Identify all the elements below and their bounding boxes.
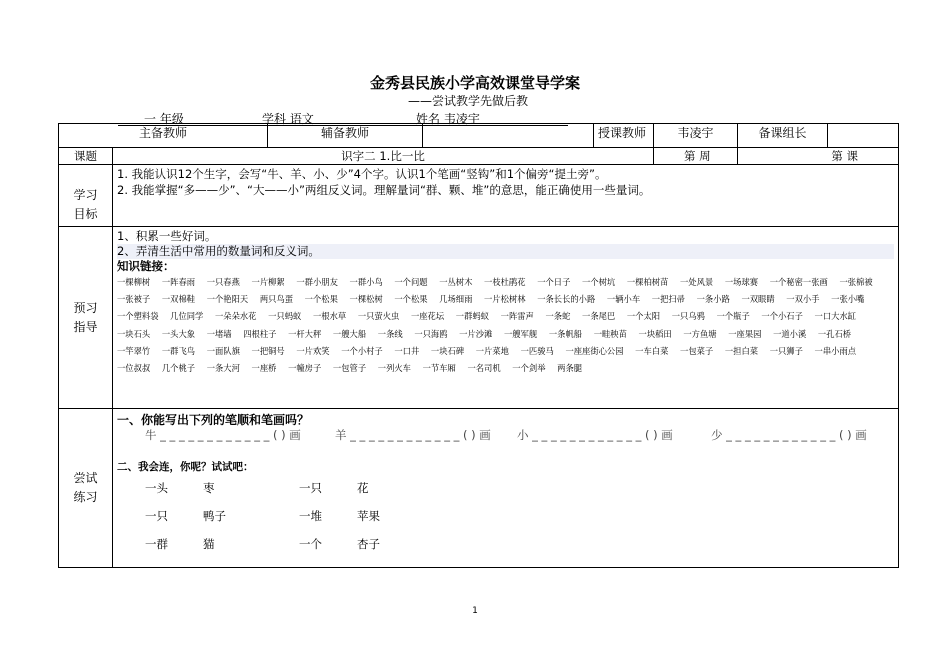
word-item: 一个瓶子: [716, 311, 750, 322]
word-item: 一块稻田: [638, 328, 672, 339]
group-leader-label: 备课组长: [738, 124, 828, 148]
word-item: 一只狮子: [769, 345, 803, 356]
word-item: 一艘大船: [332, 328, 367, 339]
word-item: 一杆大秤: [288, 328, 322, 339]
word-item: 一头大象: [161, 328, 196, 339]
practice-content: [113, 409, 899, 568]
word-item: 一座花坛: [410, 311, 445, 322]
word-item: 一个问题: [394, 277, 428, 287]
word-item: 一个秘密一张画: [769, 277, 828, 287]
word-item: 一节车厢: [422, 363, 456, 374]
word-item: 一处风景: [680, 277, 714, 287]
word-list: [117, 274, 894, 377]
word-item: 一个松果: [304, 294, 338, 305]
page-title: 金秀县民族小学高效课堂导学案: [369, 74, 580, 92]
topic-row: [59, 148, 899, 165]
word-item: 一只蚂蚁: [268, 311, 302, 322]
word-item: 一个小村子: [341, 345, 383, 356]
preview-item: 1、积累一些好词。: [117, 229, 217, 243]
word-item: 一条帆船: [548, 328, 583, 339]
match-item[interactable]: 枣: [203, 481, 215, 495]
goals-content: [113, 165, 899, 227]
word-item: 一条小路: [696, 294, 730, 305]
word-item: 一条线: [377, 328, 403, 339]
goals-label-text: 学习 目标: [73, 188, 98, 221]
word-item: 一个太阳: [626, 311, 661, 322]
word-item: 一个树坑: [582, 277, 616, 287]
match-item[interactable]: 花: [357, 481, 369, 495]
question-2: 二、我会连，你呢？试试吧：: [117, 461, 254, 473]
word-item: 一棵柏树苗: [626, 277, 669, 287]
word-item: 一双眼睛: [741, 294, 775, 305]
word-item: 一畦秧苗: [593, 328, 627, 339]
group-leader-value: [828, 124, 899, 148]
subject-label: 学科 语文: [262, 112, 314, 126]
match-item[interactable]: 一群: [145, 537, 168, 551]
word-item: 一个塑料袋: [117, 311, 159, 322]
match-item[interactable]: 杏子: [357, 537, 380, 551]
word-item: 一位叔叔: [117, 363, 151, 374]
word-item: 一块石头: [117, 328, 151, 339]
word-item: 一担白菜: [724, 345, 759, 356]
word-item: 一群小朋友: [296, 277, 338, 287]
word-item: 一艘军舰: [504, 328, 538, 339]
word-item: 两条腿: [557, 363, 583, 374]
word-item: 一片欢笑: [296, 345, 330, 356]
topic-label: 课题: [59, 148, 113, 165]
word-item: 一片柳絮: [251, 277, 285, 287]
word-item: 一根水草: [312, 311, 347, 322]
topic-value: 识字二 1.比一比: [113, 148, 654, 165]
word-item: 一堵墙: [206, 328, 232, 339]
word-item: 一棵松树: [349, 294, 383, 305]
word-item: 一片松树林: [484, 294, 526, 305]
word-item: 一片菜地: [475, 345, 509, 356]
stroke-exercise: [145, 428, 894, 446]
main-teacher-label: 主备教师: [59, 124, 268, 148]
word-item: 一个小石子: [761, 311, 803, 322]
word-item: 一把铜号: [251, 345, 285, 356]
word-item: 一条尾巴: [582, 311, 616, 322]
lecturer-value: 韦凌宇: [654, 124, 738, 148]
match-row: [117, 481, 894, 509]
stroke-item: 少 _ _ _ _ _ _ _ _ _ _ _ _ ( ) 画: [711, 428, 867, 442]
stroke-item: 小 _ _ _ _ _ _ _ _ _ _ _ _ ( ) 画: [517, 428, 673, 442]
word-item: 一块石碑: [430, 345, 465, 356]
match-row: [117, 509, 894, 537]
word-item: 一阵雷声: [500, 311, 534, 322]
word-item: 一枝杜鹃花: [484, 277, 526, 287]
word-item: 一丛树木: [439, 277, 473, 287]
word-item: 一串小雨点: [814, 345, 857, 356]
word-item: 一口井: [394, 345, 420, 356]
word-item: 一个艳阳天: [206, 294, 249, 305]
goals-row: [59, 165, 899, 227]
stroke-item: 羊 _ _ _ _ _ _ _ _ _ _ _ _ ( ) 画: [335, 428, 491, 442]
word-item: 一场球赛: [724, 277, 759, 287]
word-item: 一道小溪: [773, 328, 807, 339]
knowledge-title: 知识链接：: [117, 259, 175, 273]
assist-teacher-value: [423, 124, 594, 148]
stroke-item: 牛 _ _ _ _ _ _ _ _ _ _ _ _ ( ) 画: [145, 428, 301, 442]
student-name-label: 姓名 韦凌宇: [416, 112, 480, 126]
word-item: 一幢房子: [288, 363, 322, 374]
word-item: 一只萤火虫: [357, 311, 400, 322]
goal-item: 1. 我能认识12个生字，会写“牛、羊、小、少”4个字。认识1个笔画“竖钩”和1个偏旁“提土旁”。: [117, 167, 607, 181]
grade-label: 一 年级: [144, 112, 184, 126]
assist-teacher-label: 辅备教师: [268, 124, 423, 148]
word-item: 一张小嘴: [831, 294, 865, 305]
question-1: 一、你能写出下列的笔顺和笔画吗？: [117, 413, 310, 427]
goal-item: 2. 我能掌握“多——少”、“大——小”两组反义词。理解量词“群、颗、堆”的意思，能正确使用一些量词。: [117, 183, 651, 197]
match-item[interactable]: 一只: [299, 481, 322, 495]
page-number: 1: [472, 606, 478, 616]
word-item: 几个桃子: [161, 363, 196, 374]
preview-label: [59, 227, 113, 409]
match-item[interactable]: 一个: [299, 537, 322, 551]
word-item: 一个日子: [537, 277, 571, 287]
practice-label: [59, 409, 113, 568]
lecturer-label: 授课教师: [594, 124, 654, 148]
lesson-plan-table: [58, 123, 899, 568]
word-item: 一孔石桥: [817, 328, 852, 339]
word-item: 一只春燕: [206, 277, 240, 287]
word-item: 一群飞鸟: [161, 345, 196, 356]
word-item: 一朵朵水花: [214, 311, 257, 322]
word-item: 几场细雨: [439, 294, 473, 305]
preview-row: [59, 227, 899, 409]
practice-row: [59, 409, 899, 568]
word-item: 一个剑举: [512, 363, 546, 374]
word-item: 一张棉被: [839, 277, 873, 287]
word-item: 四根柱子: [243, 328, 277, 339]
word-item: 一只海鸥: [414, 328, 448, 339]
word-item: 一车白菜: [635, 345, 669, 356]
word-item: 一群蚂蚁: [455, 311, 489, 322]
word-item: 一只乌鸦: [671, 311, 705, 322]
word-item: 几位同学: [170, 311, 204, 322]
word-item: 一包管子: [332, 363, 367, 374]
match-item[interactable]: 猫: [203, 537, 215, 551]
match-row: [117, 537, 894, 565]
word-item: 一个松果: [394, 294, 428, 305]
word-item: 一张被子: [117, 294, 151, 305]
word-item: 一双小手: [786, 294, 820, 305]
word-item: 一座果园: [728, 328, 762, 339]
word-item: 一座桥: [251, 363, 277, 374]
word-item: 一座座街心公园: [565, 345, 624, 356]
staff-row: [59, 124, 899, 148]
word-item: 一条蛇: [545, 311, 571, 322]
matching-exercise: [117, 481, 894, 565]
word-item: 一棵柳树: [117, 277, 151, 287]
word-item: 一条大河: [206, 363, 240, 374]
match-item[interactable]: 鸭子: [203, 509, 226, 523]
word-item: 一面队旗: [206, 345, 240, 356]
preview-item: 2、弄清生活中常用的数量词和反义词。: [117, 244, 894, 259]
word-item: 一名司机: [467, 363, 501, 374]
word-item: 一双棉鞋: [161, 294, 196, 305]
word-item: 一把扫帚: [651, 294, 685, 305]
word-item: 一包菜子: [680, 345, 714, 356]
word-item: 一辆小车: [606, 294, 641, 305]
lesson-cell: 第 课: [738, 148, 899, 165]
week-cell: 第 周: [654, 148, 738, 165]
word-item: 一阵春雨: [161, 277, 196, 287]
word-item: 一条长长的小路: [537, 294, 596, 305]
word-item: 一竿翠竹: [117, 345, 151, 356]
match-item[interactable]: 一头: [145, 481, 168, 495]
practice-label-text: 尝试 练习: [73, 471, 98, 504]
word-item: 一片沙滩: [459, 328, 493, 339]
preview-content: [113, 227, 899, 409]
goals-label: [59, 165, 113, 227]
match-item[interactable]: 苹果: [357, 509, 380, 523]
word-item: 一群小鸟: [349, 277, 383, 287]
match-item[interactable]: 一堆: [299, 509, 322, 523]
page-subtitle: ——尝试教学先做后教: [408, 94, 529, 108]
word-item: 一口大水缸: [814, 311, 857, 322]
preview-label-text: 预习 指导: [73, 300, 98, 334]
match-item[interactable]: 一只: [145, 509, 168, 523]
word-item: 一匹骏马: [520, 345, 554, 356]
word-item: 两只鸟蛋: [259, 294, 294, 305]
word-item: 一列火车: [377, 363, 411, 374]
word-item: 一方鱼塘: [683, 328, 717, 339]
